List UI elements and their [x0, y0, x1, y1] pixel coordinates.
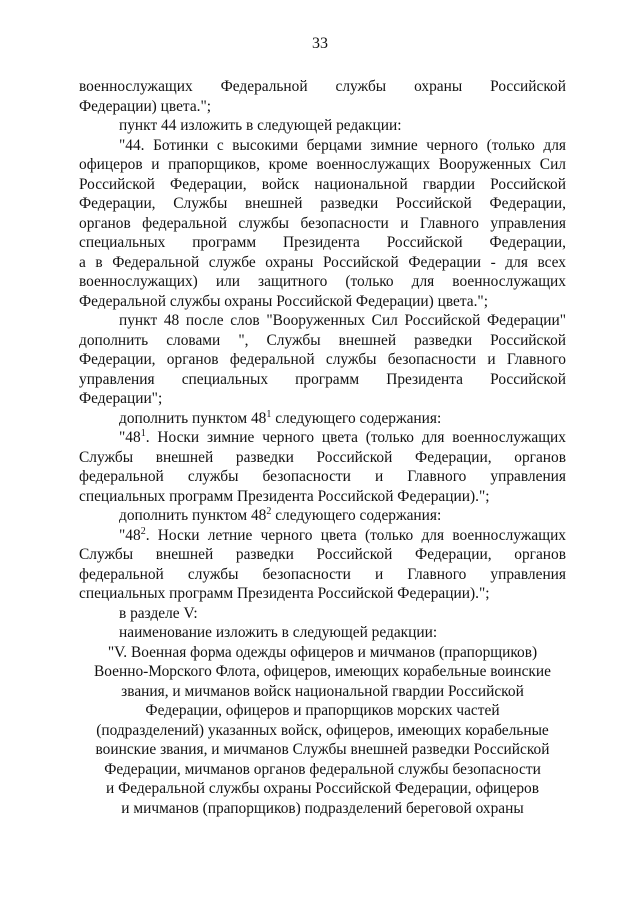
text-line: Федерации, органов федеральной службы безопасности и Главного [79, 351, 566, 368]
text-line: федеральной службы безопасности и Главного управления [79, 565, 566, 583]
text-line: федеральной службы безопасности и Главного управления [79, 468, 566, 485]
text-line: наименование изложить в следующей редакции: [119, 624, 438, 641]
paragraph [79, 409, 566, 429]
page-number: 33 [312, 35, 328, 52]
text-line [79, 428, 566, 448]
heading-line: Военно-Морского Флота, офицеров, имеющих корабельные воинские [94, 663, 551, 680]
text-fragment: . Носки летние черного цвета (только для военнослужащих [145, 526, 566, 544]
heading-line: (подразделений) указанных войск, офицеров, имеющих корабельные [96, 721, 549, 739]
paragraph [79, 428, 566, 506]
superscript: 2 [140, 525, 146, 537]
paragraph [79, 506, 566, 526]
paragraph [79, 604, 566, 624]
text-line: Федерации, Службы внешней разведки Российской Федерации, [79, 195, 566, 212]
superscript: 1 [266, 408, 272, 420]
text-line: а в Федеральной службе охраны Российской Федерации - для всех [79, 253, 566, 271]
text-line: Российской Федерации, войск национальной гвардии Российской [79, 175, 566, 193]
paragraph [79, 116, 566, 136]
superscript: 2 [266, 506, 272, 517]
heading-line: воинские звания, и мичманов Службы внешней разведки Российской [95, 741, 550, 758]
text-line: Федеральной службы охраны Российской Федерации) цвета."; [79, 292, 488, 310]
text-line: специальных программ Президента Российской Федерации)."; [79, 487, 490, 505]
heading-line: Федерации, мичманов органов федеральной службы безопасности [104, 760, 541, 778]
text-line: офицеров и прапорщиков, кроме военнослужащих Вооруженных Сил [79, 156, 566, 173]
text-line [79, 409, 566, 429]
heading-line: и Федеральной службы охраны Российской Федерации, офицеров [105, 780, 540, 797]
text-fragment: следующего содержания: [271, 507, 442, 524]
paragraph [79, 623, 566, 643]
heading-line: звания, и мичманов войск национальной гвардии Российской [121, 682, 524, 700]
text-line: Федерации"; [79, 390, 163, 407]
paragraph [79, 136, 566, 312]
document-body [79, 77, 566, 818]
heading-line: и мичманов (прапорщиков) подразделений береговой охраны [121, 799, 524, 817]
text-line: "44. Ботинки с высокими берцами зимние черного (только для [119, 136, 566, 154]
text-fragment: следующего содержания: [271, 409, 442, 427]
text-line: дополнить словами ", Службы внешней разведки Российской [79, 331, 566, 349]
text-fragment: . Носки зимние черного цвета (только для военнослужащих [145, 429, 566, 446]
heading-line: Федерации, офицеров и прапорщиков морских частей [145, 702, 500, 719]
text-line: военнослужащих Федеральной службы охраны Российской [79, 78, 566, 95]
text-line: в разделе V: [119, 604, 198, 622]
text-line: Федерации) цвета."; [79, 97, 212, 115]
text-line: военнослужащих) или защитного (только для военнослужащих [79, 273, 566, 290]
text-fragment: дополнить пунктом 48 [119, 409, 267, 427]
text-fragment: дополнить пунктом 48 [119, 507, 267, 524]
text-line: Службы внешней разведки Российской Федерации, органов [79, 546, 566, 563]
text-line: пункт 48 после слов "Вооруженных Сил Российской Федерации" [119, 312, 566, 329]
text-line [79, 506, 566, 526]
heading-line: "V. Военная форма одежды офицеров и мичманов (прапорщиков) [107, 643, 538, 661]
paragraph [79, 311, 566, 409]
text-fragment: "48 [119, 429, 141, 446]
text-line: специальных программ Президента Российской Федерации)."; [79, 585, 490, 602]
text-line: пункт 44 изложить в следующей редакции: [119, 117, 402, 134]
text-line: Службы внешней разведки Российской Федерации, органов [79, 448, 566, 466]
paragraph [79, 77, 566, 116]
text-line: органов федеральной службы безопасности и Главного управления [79, 214, 566, 232]
text-fragment: "48 [119, 526, 141, 544]
superscript: 1 [140, 428, 146, 439]
text-line: специальных программ Президента Российской Федерации, [79, 234, 566, 251]
paragraph [79, 526, 566, 604]
text-line: управления специальных программ Президента Российской [79, 370, 566, 388]
centered-heading [79, 643, 566, 819]
text-line [79, 526, 566, 546]
